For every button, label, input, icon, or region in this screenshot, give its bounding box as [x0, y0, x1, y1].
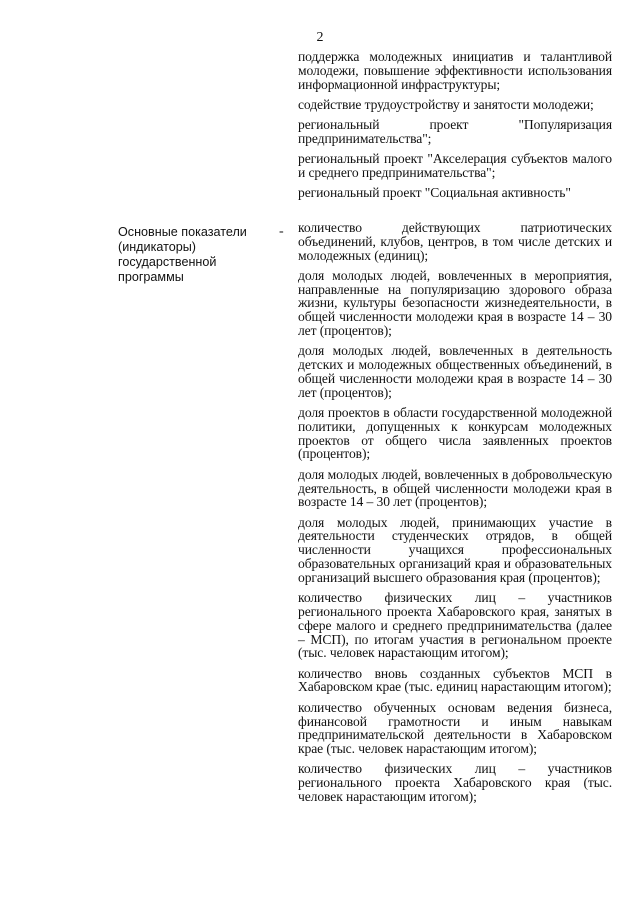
indicator-item: доля молодых людей, вовлеченных в мероприятия, направленные на популяризацию здорового образа жизни, культуры безопасности жизнедеятельности, в общей численности молодежи края в возрасте 14 – 30 лет (процентов); [298, 267, 612, 339]
indicator-item: доля молодых людей, вовлеченных в добровольческую деятельность, в общей численности молодежи края в возрасте 14 – 30 лет (процентов); [298, 466, 612, 510]
indicator-item: количество вновь созданных субъектов МСП в Хабаровском крае (тыс. единиц нарастающим итогом); [298, 665, 612, 695]
indicator-item: количество физических лиц – участников регионального проекта Хабаровского края, занятых в сфере малого и среднего предпринимательства (далее – МСП), по итогам участия в региональном проекте (тыс. человек нарастающим итогом); [298, 590, 612, 661]
indicators-list [298, 221, 612, 810]
indicator-item: доля молодых людей, вовлеченных в деятельность детских и молодежных общественных объединений, в общей численности молодежи края в возрасте 14 – 30 лет (процентов); [298, 343, 612, 400]
indicator-item: количество действующих патриотических объединений, клубов, центров, в том числе детских и молодежных (единиц); [298, 220, 612, 263]
row-dash: - [279, 224, 284, 239]
indicator-item: доля молодых людей, принимающих участие в деятельности студенческих отрядов, в общей численности учащихся профессиональных образовательных организаций края и образовательных организаций высшего образования края (процентов); [298, 514, 612, 585]
program-tasks-list [298, 50, 612, 207]
task-item: поддержка молодежных инициатив и талантливой молодежи, повышение эффективности использования информационной инфраструктуры; [298, 49, 612, 92]
indicator-item: количество обученных основам ведения бизнеса, финансовой грамотности и иным навыкам предпринимательской деятельности в Хабаровском крае (тыс. человек нарастающим итогом); [298, 699, 612, 757]
indicator-item: доля проектов в области государственной молодежной политики, допущенных к конкурсам молодежных проектов от общего числа заявленных проектов (процентов); [298, 405, 612, 462]
task-item: региональный проект "Популяризация предпринимательства"; [298, 117, 612, 146]
indicators-label: Основные показатели (индикаторы) государственной программы [118, 225, 247, 284]
task-item: региональный проект "Акселерация субъектов малого и среднего предпринимательства"; [298, 151, 612, 181]
task-item: содействие трудоустройству и занятости молодежи; [298, 96, 594, 112]
indicator-item: количество физических лиц – участников регионального проекта Хабаровского края (тыс. человек нарастающим итогом); [298, 761, 612, 804]
page-number: 2 [316, 30, 324, 45]
task-item: региональный проект "Социальная активность" [298, 185, 571, 201]
